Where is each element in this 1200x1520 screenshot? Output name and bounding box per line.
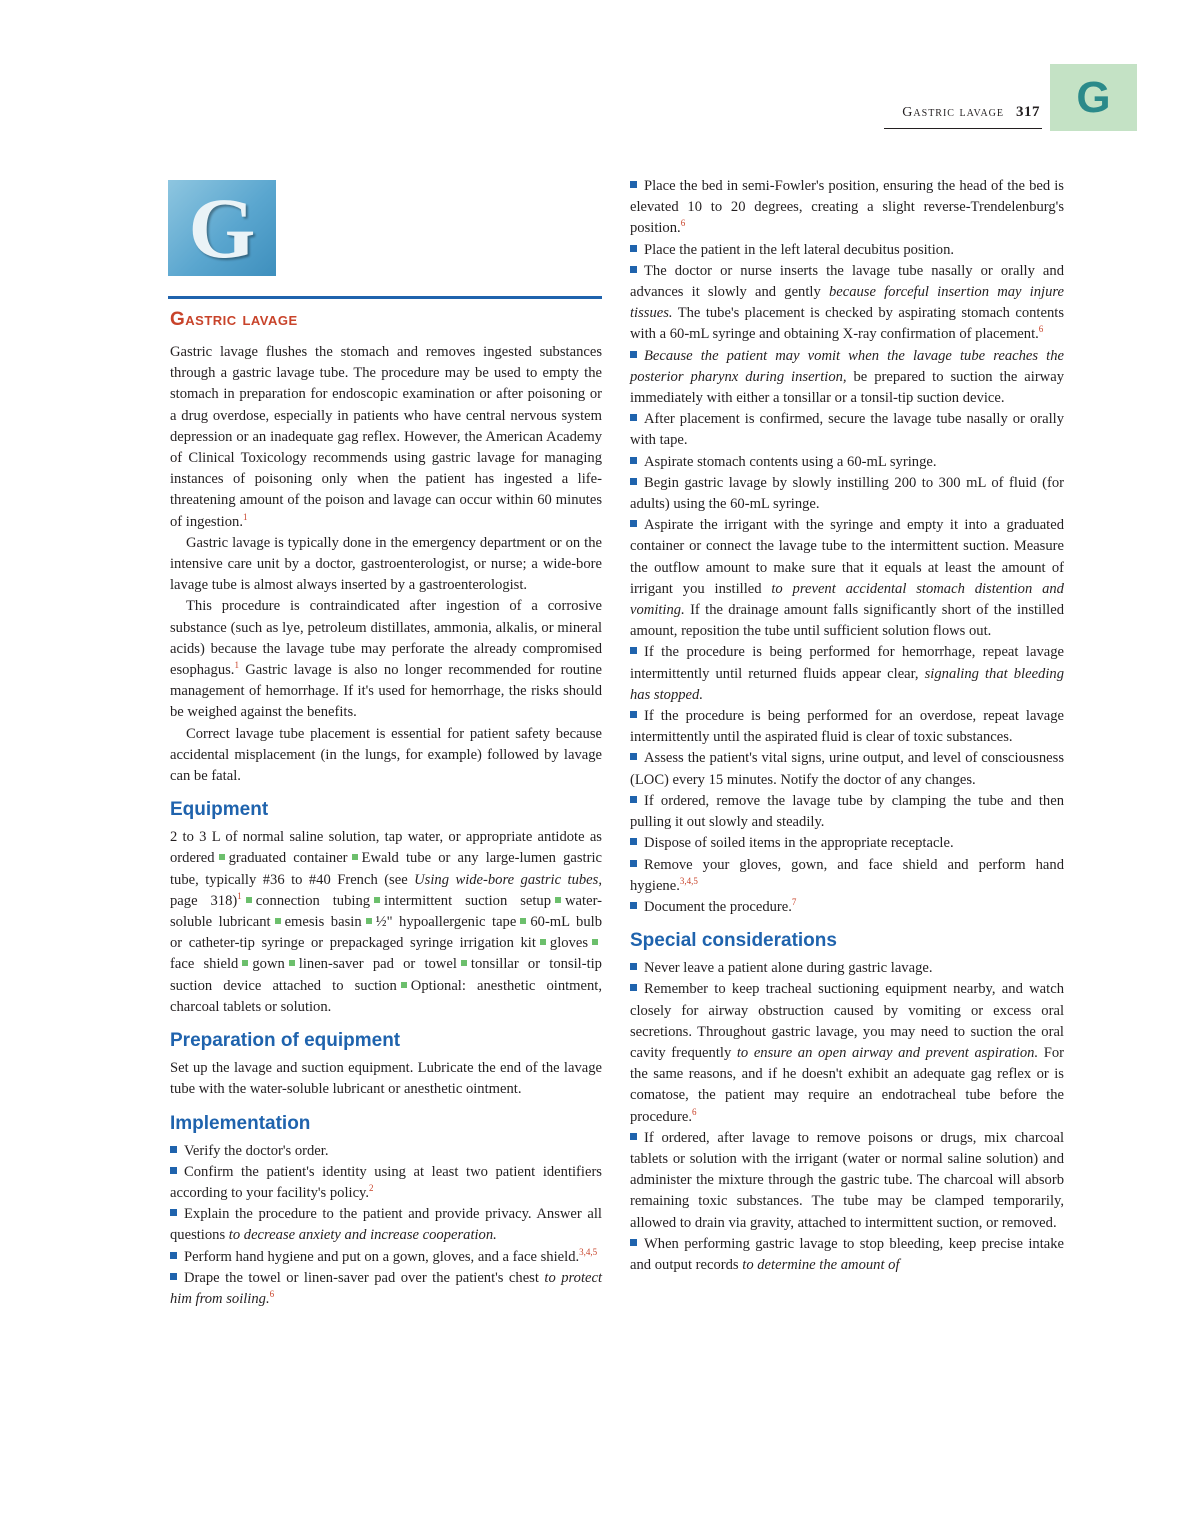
implementation-heading: Implementation	[170, 1112, 311, 1134]
page-number: 317	[1016, 104, 1040, 120]
special-considerations-heading: Special considerations	[630, 930, 837, 952]
impl-item: Dispose of soiled items in the appropriate receptacle.	[630, 833, 1064, 854]
preparation-text: Set up the lavage and suction equipment. Lubricate the end of the lavage tube with the water-soluble lubricant or anesthetic ointment.	[170, 1060, 602, 1098]
intro-paragraph-4: Correct lavage tube placement is essential for patient safety because accidental misplacement (in the lungs, for example) followed by lavage can be fatal.	[170, 725, 602, 785]
impl-item: Verify the doctor's order.	[170, 1141, 602, 1162]
impl-item: Confirm the patient's identity using at least two patient identifiers according to your facility's policy.$^2$	[170, 1163, 602, 1201]
impl-item: Remove your gloves, gown, and face shield and perform hand hygiene.$^{3,4,5}$	[630, 856, 1064, 894]
impl-item: If the procedure is being performed for an overdose, repeat lavage intermittently until the aspirated fluid is clear of toxic substances.	[630, 708, 1064, 746]
intro-paragraph-3: This procedure is contraindicated after ingestion of a corrosive substance (such as lye, petroleum distillates, ammonia, alkalis, or mineral acids) because the lavage tube may perforate the already compromised esophagus.$^1$ Gastric lavage is also no longer recommended for routine management of hemorrhage. If it's used for hemorrhage, the risks should be weighed against the benefits.	[170, 598, 602, 721]
impl-item: Drape the towel or linen-saver pad over the patient's chest to protect him from soiling.$^6$	[170, 1269, 603, 1307]
intro-paragraph-2: Gastric lavage is typically done in the emergency department or on the intensive care unit by a doctor, gastroenterologist, or nurse; a wide-bore lavage tube is almost always inserted by a gastroenterologist.	[170, 534, 602, 594]
running-header	[902, 104, 1040, 121]
impl-item: Aspirate the irrigant with the syringe and empty it into a graduated container or connect the lavage tube to the intermittent suction. Measure the outflow amount to make sure that it equals at least the amount of irrigant you instilled to prevent accidental stomach distention and vomiting. If the drainage amount falls significantly short of the instilled amount, reposition the tube until sufficient solution flows out.	[630, 517, 1064, 640]
special-item: If ordered, after lavage to remove poisons or drugs, mix charcoal tablets or solution with the irrigant (water or normal saline solution) and administer the mixture through the gastric tube. The charcoal will absorb remaining toxic substances. The tube may be clamped temporarily, allowed to drain via gravity, attached to intermittent suction, or removed.	[630, 1129, 1064, 1231]
equipment-list: 2 to 3 L of normal saline solution, tap water, or appropriate antidote as ordered graduated container Ewald tube or any large-lumen gastric tube, typically #36 to #40 French (see Using wide-bore gastric tubes, page 318)$^1$ connection tubing intermittent suction setup water-soluble lubricant emesis basin ½" hypoallergenic tape 60-mL bulb or catheter-tip syringe or prepackaged syringe irrigation kit glovesface shield gown linen-saver pad or towel tonsillar or tonsil-tip suction device attached to suction Optional: anesthetic ointment, charcoal tablets or solution.	[170, 829, 602, 1015]
impl-item: After placement is confirmed, secure the lavage tube nasally or orally with tape.	[630, 411, 1064, 449]
header-rule	[884, 128, 1042, 129]
right-column	[630, 176, 1064, 1276]
impl-item: Perform hand hygiene and put on a gown, gloves, and a face shield.$^{3,4,5}$	[170, 1247, 602, 1268]
impl-item: Aspirate stomach contents using a 60-mL syringe.	[630, 452, 1064, 473]
chapter-letter-block: G	[168, 180, 276, 276]
special-item: Never leave a patient alone during gastric lavage.	[630, 958, 1064, 979]
special-item: When performing gastric lavage to stop bleeding, keep precise intake and output records to determine the amount of	[630, 1235, 1064, 1273]
thumb-tab: G	[1050, 64, 1137, 131]
special-item: Remember to keep tracheal suctioning equipment nearby, and watch closely for airway obstruction caused by vomiting or excess oral secretions. Throughout gastric lavage, you may need to suction the oral cavity frequently to ensure an open airway and prevent aspiration. For the same reasons, and if he doesn't exhibit an adequate gag reflex or is comatose, the patient may require an endotracheal tube before the procedure.$^6$	[630, 981, 1064, 1125]
impl-item: Assess the patient's vital signs, urine output, and level of consciousness (LOC) every 15 minutes. Notify the doctor of any changes.	[630, 750, 1064, 788]
impl-item: Document the procedure.$^7$	[630, 897, 1064, 918]
title-rule	[168, 296, 602, 299]
running-title: Gastric lavage	[902, 105, 1004, 120]
impl-item: Place the patient in the left lateral decubitus position.	[630, 240, 1064, 261]
impl-item: Explain the procedure to the patient and provide privacy. Answer all questions to decrease anxiety and increase cooperation.	[170, 1206, 602, 1244]
impl-item: Place the bed in semi-Fowler's position, ensuring the head of the bed is elevated 10 to 20 degrees, creating a slight reverse-Trendelenburg's position.$^6$	[630, 178, 1064, 237]
impl-item: Begin gastric lavage by slowly instilling 200 to 300 mL of fluid (for adults) using the 60-mL syringe.	[630, 474, 1064, 513]
left-column	[170, 308, 602, 1310]
preparation-heading: Preparation of equipment	[170, 1030, 401, 1052]
article-title: Gastric lavage	[170, 309, 298, 330]
impl-item: If ordered, remove the lavage tube by clamping the tube and then pulling it out slowly and steadily.	[630, 792, 1064, 831]
equipment-heading: Equipment	[170, 799, 269, 821]
intro-paragraph-1: Gastric lavage flushes the stomach and removes ingested substances through a gastric lavage tube. The procedure may be used to empty the stomach in preparation for endoscopic examination or after poisoning or a drug overdose, especially in patients who have central nervous system depression or an inadequate gag reflex. However, the American Academy of Clinical Toxicology recommends using gastric lavage for managing instances of poisoning only when the patient has ingested a life-threatening amount of the poison and lavage can occur within 60 minutes of ingestion.$^1$	[170, 344, 602, 530]
impl-item: The doctor or nurse inserts the lavage tube nasally or orally and advances it slowly and gently because forceful insertion may injure tissues. The tube's placement is checked by aspirating stomach contents with a 60-mL syringe and obtaining X-ray confirmation of placement.$^6$	[630, 262, 1065, 343]
impl-item: Because the patient may vomit when the lavage tube reaches the posterior pharynx during insertion, be prepared to suction the airway immediately with either a tonsillar or a tonsil-tip suction device.	[630, 347, 1064, 407]
impl-item: If the procedure is being performed for hemorrhage, repeat lavage intermittently until returned fluids appear clear, signaling that bleeding has stopped.	[630, 644, 1064, 703]
